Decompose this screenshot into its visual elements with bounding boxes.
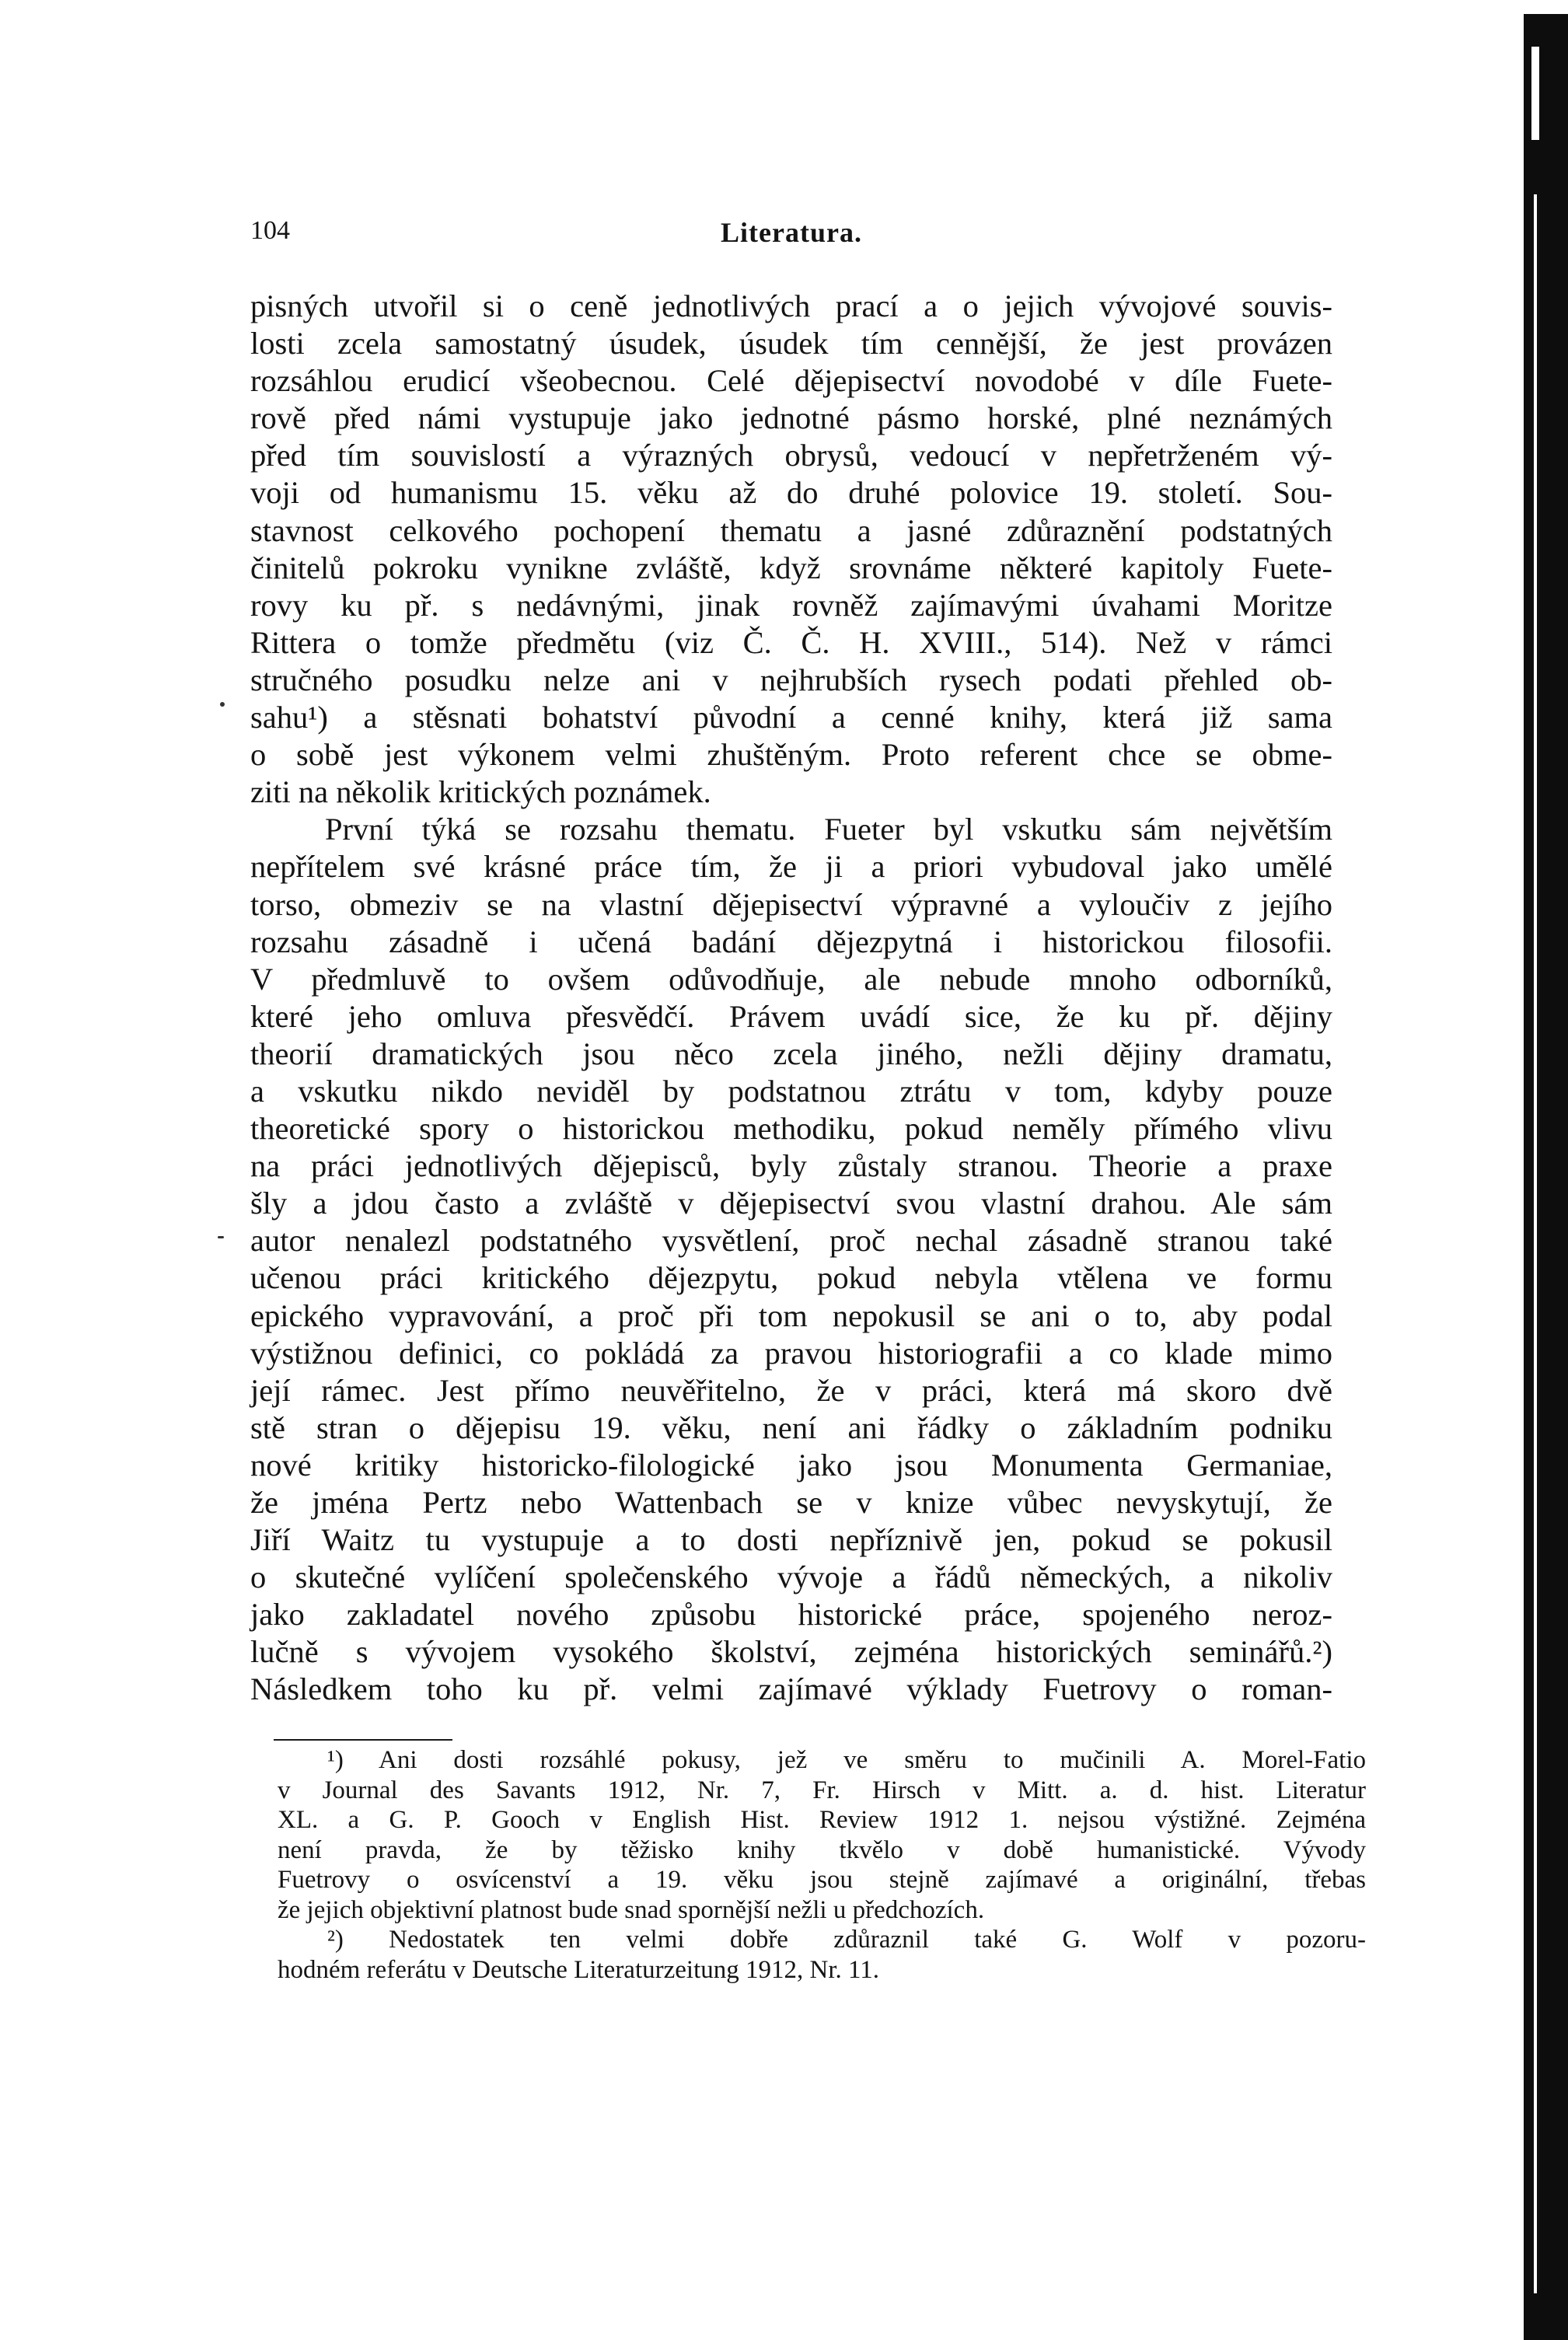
text-line: autor nenalezl podstatného vysvětlení, proč nechal zásadně stranou také <box>250 1223 1332 1259</box>
paragraph-first-line: První týká se rozsahu thematu. Fueter byl vskutku sám největším <box>325 812 1332 847</box>
text-line: jako zakladatel nového způsobu historické práce, spojeného neroz- <box>250 1597 1332 1633</box>
footnote-1-line: že jejich objektivní platnost bude snad spornější nežli u předchozích. <box>278 1895 985 1924</box>
footnote-2-line: ²) Nedostatek ten velmi dobře zdůraznil také G. Wolf v pozoru- <box>327 1926 1366 1954</box>
scan-speck <box>218 1236 224 1238</box>
footnote-1-line: Fuetrovy o osvícenství a 19. věku jsou stejně zajímavé a originální, třebas <box>278 1866 1366 1894</box>
text-line: ziti na několik kritických poznámek. <box>250 774 711 810</box>
text-line: učenou práci kritického dějezpytu, pokud nebyla vtělena ve formu <box>250 1260 1332 1296</box>
text-line: před tím souvislostí a výrazných obrysů, vedoucí v nepřetrženém vý- <box>250 438 1332 473</box>
text-line: Rittera o tomže předmětu (viz Č. Č. H. XVIII., 514). Než v rámci <box>250 624 1332 660</box>
main-text <box>250 288 1332 1709</box>
text-line: rově před námi vystupuje jako jednotné pásmo horské, plné neznámých <box>250 400 1332 436</box>
scan-edge-highlight <box>1534 194 1537 2293</box>
text-line: činitelů pokroku vynikne zvláště, když srovnáme některé kapitoly Fuete- <box>250 550 1332 585</box>
footnote-2-line: hodném referátu v Deutsche Literaturzeitung 1912, Nr. 11. <box>278 1955 880 1984</box>
text-line: o skutečné vylíčení společenského vývoje a řádů německých, a nikoliv <box>250 1559 1332 1595</box>
text-line: Následkem toho ku př. velmi zajímavé výklady Fuetrovy o roman- <box>250 1671 1332 1707</box>
text-line: stručného posudku nelze ani v nejhrubších rysech podati přehled ob- <box>250 662 1332 697</box>
text-line: torso, obmeziv se na vlastní dějepisectví výpravné a vyloučiv z jejího <box>250 886 1332 922</box>
text-line: lučně s vývojem vysokého školství, zejména historických seminářů.²) <box>250 1634 1332 1670</box>
running-title: Literatura. <box>721 217 862 248</box>
text-line: výstižnou definici, co pokládá za pravou historiografii a co klade mimo <box>250 1335 1332 1371</box>
scan-dark-edge <box>1524 14 1568 2340</box>
text-line: theorií dramatických jsou něco zcela jiného, nežli dějiny dramatu, <box>250 1036 1332 1071</box>
scan-speck <box>220 702 225 707</box>
text-line: o sobě jest výkonem velmi zhuštěným. Proto referent chce se obme- <box>250 737 1332 773</box>
text-line: které jeho omluva přesvědčí. Právem uvádí sice, že ku př. dějiny <box>250 998 1332 1034</box>
text-line: rozsáhlou erudicí všeobecnou. Celé dějepisectví novodobé v díle Fuete- <box>250 363 1332 399</box>
text-line: theoretické spory o historickou methodiku, pokud neměly přímého vlivu <box>250 1111 1332 1147</box>
text-line: šly a jdou často a zvláště v dějepisectví svou vlastní drahou. Ale sám <box>250 1186 1332 1221</box>
text-line: epického vypravování, a proč při tom nepokusil se ani o to, aby podal <box>250 1297 1332 1333</box>
text-line: stě stran o dějepisu 19. věku, není ani řádky o základním podniku <box>250 1409 1332 1445</box>
footnote-1-line: ¹) Ani dosti rozsáhlé pokusy, jež ve směru to mučinili A. Morel-Fatio <box>327 1746 1366 1774</box>
text-line: voji od humanismu 15. věku až do druhé polovice 19. století. Sou- <box>250 475 1332 511</box>
text-line: že jména Pertz nebo Wattenbach se v knize vůbec nevyskytují, že <box>250 1485 1332 1520</box>
text-line: sahu¹) a stěsnati bohatství původní a cenné knihy, která již sama <box>250 700 1332 735</box>
text-line: a vskutku nikdo neviděl by podstatnou ztrátu v tom, kdyby pouze <box>250 1073 1332 1109</box>
text-line: nové kritiky historicko-filologické jako jsou Monumenta Germaniae, <box>250 1447 1332 1483</box>
text-line: V předmluvě to ovšem odůvodňuje, ale nebude mnoho odborníků, <box>250 961 1332 997</box>
footnote-rule <box>274 1739 452 1741</box>
text-line: stavnost celkového pochopení thematu a jasné zdůraznění podstatných <box>250 512 1332 548</box>
text-line: pisných utvořil si o ceně jednotlivých prací a o jejich vývojové souvis- <box>250 288 1332 323</box>
running-head <box>250 216 1332 253</box>
footnote-1-line: v Journal des Savants 1912, Nr. 7, Fr. Hirsch v Mitt. a. d. hist. Literatur <box>278 1776 1366 1804</box>
text-line: její rámec. Jest přímo neuvěřitelno, že v práci, která má skoro dvě <box>250 1372 1332 1408</box>
footnote-1-line: není pravda, že by těžisko knihy tkvělo v době humanistické. Vývody <box>278 1835 1366 1864</box>
footnotes <box>278 1745 1366 1985</box>
text-line: nepřítelem své krásné práce tím, že ji a priori vybudoval jako umělé <box>250 849 1332 885</box>
scan-edge-highlight <box>1531 47 1539 140</box>
text-line: rozsahu zásadně i učená badání dějezpytná i historickou filosofii. <box>250 924 1332 959</box>
footnote-1-line: XL. a G. P. Gooch v English Hist. Review 1912 1. nejsou výstižné. Zejména <box>278 1806 1366 1834</box>
text-line: na práci jednotlivých dějepisců, byly zůstaly stranou. Theorie a praxe <box>250 1148 1332 1184</box>
page-number: 104 <box>250 216 290 245</box>
text-line: Jiří Waitz tu vystupuje a to dosti nepříznivě jen, pokud se pokusil <box>250 1522 1332 1558</box>
text-line: rovy ku př. s nedávnými, jinak rovněž zajímavými úvahami Moritze <box>250 587 1332 623</box>
text-line: losti zcela samostatný úsudek, úsudek tím cennější, že jest provázen <box>250 326 1332 361</box>
